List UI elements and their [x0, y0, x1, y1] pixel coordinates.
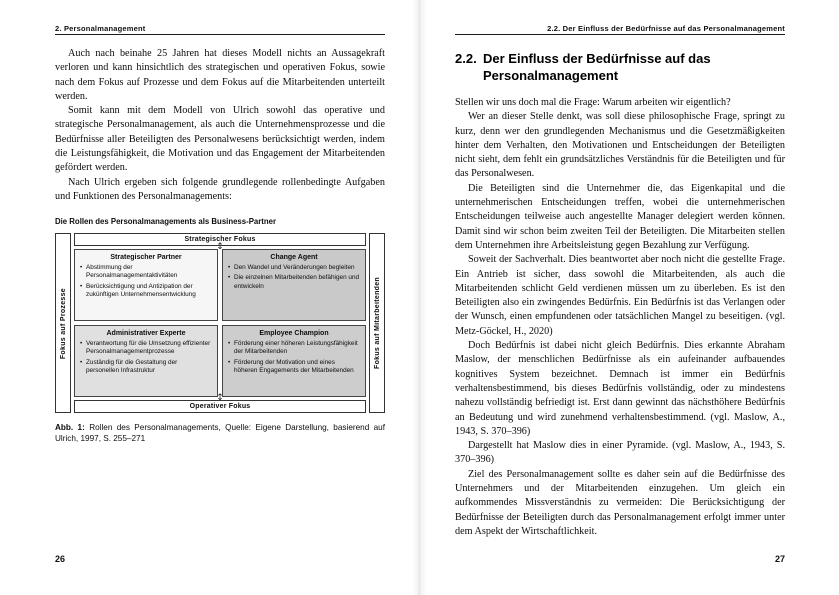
- quadrant-bullets: [228, 340, 360, 375]
- quadrant-strategischer-partner: [74, 249, 218, 321]
- quadrant-grid: [74, 249, 366, 397]
- bullet-item: • Verantwortung für die Umsetzung effizienter Personalmanagementprozesse: [80, 340, 212, 356]
- quadrant-title: Strategischer Partner: [110, 254, 182, 262]
- figure-caption: [55, 422, 385, 444]
- section-heading: [455, 51, 785, 84]
- header-rule-right: [455, 34, 785, 35]
- paragraph: Somit kann mit dem Modell von Ulrich sowohl das operative und strategische Personalmanagement, als auch die Unternehmensprozesse und die Bedürfnisse aller Beteiligten des Personalwesens berücksichtigt werden, indem die Leistungsfähigkeit, die Motivation und das Engagement der Mitarbeitenden gefördert werden.: [55, 105, 385, 174]
- quadrant-employee-champion: [222, 325, 366, 397]
- paragraph: Auch nach beinahe 25 Jahren hat dieses Modell nichts an Aussagekraft verloren und kann hinsichtlich des strategischen und operativen Fokus, sowie nach dem Fokus auf Prozesse und dem Fokus auf die Mitarbeitenden unterteilt werden.: [55, 48, 385, 102]
- bullet-item: • Abstimmung der Personalmanagementaktivitäten: [80, 264, 212, 280]
- quadrant-bullets: [80, 264, 212, 299]
- axis-bar-mitarbeitenden: [369, 233, 385, 413]
- paragraph: Doch Bedürfnis ist dabei nicht gleich Bedürfnis. Dies erkannte Abraham Maslow, der menschlichen Bedürfnisse als ein aufeinander aufbauendes kognitives System bezeichnet. Demnach ist immer ein Bedürfnis verhaltensbestimmend, bis dieses Bedürfnis vollständig, oder zu mindestens nahezu vollständig befriedigt ist. Erst dann gewinnt das nächsthöhere Bedürfnis an Bedeutung und wird zunehmend verhaltensbestimmend. (vgl. Maslow, A., 1943, S. 370–396): [455, 340, 785, 437]
- running-header-right: 2.2. Der Einfluss der Bedürfnisse auf das Personalmanagement: [547, 24, 785, 33]
- bullet-item: • Den Wandel und Veränderungen begleiten: [228, 264, 360, 272]
- bullet-item: • Die einzelnen Mitarbeitenden befähigen und entwickeln: [228, 274, 360, 290]
- axis-label-prozesse: Fokus auf Prozesse: [59, 287, 67, 359]
- quadrant-bullets: [228, 264, 360, 291]
- paragraph: Dargestellt hat Maslow dies in einer Pyramide. (vgl. Maslow, A., 1943, S. 370–396): [455, 440, 785, 466]
- section-title: Der Einfluss der Bedürfnisse auf das Personalmanagement: [483, 51, 711, 83]
- paragraph: Nach Ulrich ergeben sich folgende grundlegende rollenbedingte Aufgaben und Funktionen des Personalmanagements:: [55, 176, 385, 202]
- ulrich-roles-diagram: [55, 233, 385, 413]
- caption-text: Rollen des Personalmanagements, Quelle: Eigene Darstellung, basierend auf Ulrich, 1997, S. 255–271: [55, 423, 385, 444]
- page-number-right: 27: [774, 554, 785, 564]
- right-page-content: [455, 45, 785, 539]
- paragraph: Stellen wir uns doch mal die Frage: Warum arbeiten wir eigentlich?: [455, 97, 731, 108]
- quadrant-administrativer-experte: [74, 325, 218, 397]
- caption-label: Abb. 1:: [55, 423, 85, 433]
- paragraph: Wer an dieser Stelle denkt, was soll diese philosophische Frage, springt zu kurz, denn wer den grundlegenden Mechanismus und die Gesetzmäßigkeiten hinter dem Verhalten, den Motivationen und Entscheidungen der Beteiligten nicht sieht, dem fehlt ein grundsätzliches Verständnis für die Beteiligten und für das Personalwesen.: [455, 111, 785, 180]
- paragraph: Soweit der Sachverhalt. Dies beantwortet aber noch nicht die gestellte Frage. Ein Antrieb ist sicher, dass sowohl die Mitarbeitenden, als auch die Mitarbeitenden schlicht Geld verdienen müssen um zu überleben. Es ist den Beteiligten also ein zwingendes Bedürfnis. Ein Bedürfnis ist das Verlangen oder der Wunsch, einen empfundenen oder tatsächlichen Mangel zu beseitigen. (vgl. Metz-Göckel, H., 2020): [455, 254, 785, 337]
- figure-title: Die Rollen des Personalmanagements als Business-Partner: [55, 217, 276, 227]
- axis-bar-strategischer-fokus: Strategischer Fokus: [74, 233, 366, 246]
- header-rule-left: [55, 34, 385, 35]
- quadrant-change-agent: [222, 249, 366, 321]
- double-arrow-icon: ↕: [216, 242, 224, 253]
- running-header-left: 2. Personalmanagement: [55, 24, 146, 33]
- axis-bar-prozesse: [55, 233, 71, 413]
- axis-label-mitarbeitenden: Fokus auf Mitarbeitenden: [373, 277, 381, 370]
- page-left: [0, 0, 419, 595]
- axis-bar-operativer-fokus: Operativer Fokus: [74, 400, 366, 413]
- quadrant-title: Employee Champion: [259, 330, 329, 338]
- quadrant-bullets: [80, 340, 212, 375]
- quadrant-title: Change Agent: [270, 254, 318, 262]
- left-page-content: [55, 47, 385, 444]
- bullet-item: • Förderung der Motivation und eines höheren Engagements der Mitarbeitenden: [228, 359, 360, 375]
- page-number-left: 26: [55, 554, 66, 564]
- page-right: [420, 0, 839, 595]
- quadrant-title: Administrativer Experte: [106, 330, 186, 338]
- bullet-item: • Förderung einer höheren Leistungsfähigkeit der Mitarbeitenden: [228, 340, 360, 356]
- diagram-center: [74, 233, 366, 413]
- double-arrow-icon: ↕: [216, 393, 224, 404]
- bullet-item: • Zuständig für die Gestaltung der personellen Infrastruktur: [80, 359, 212, 375]
- section-number: 2.2.: [455, 51, 477, 66]
- paragraph: Die Beteiligten sind die Unternehmer die, das Eigenkapital und die unternehmerischen Entscheidungen treffen, wobei die unternehmerischen Entscheidungen teilweise auch angestellte Manager delegiert werden können. Damit sind wir schon beim zweiten Teil der Beteiligten. Die Mitarbeiten stellen dem Unternehmen ihre Arbeitsleistung gegen Bezahlung zur Verfügung.: [455, 182, 785, 251]
- bullet-item: • Berücksichtigung und Antizipation der zukünftigen Unternehmensentwicklung: [80, 283, 212, 299]
- paragraph: Ziel des Personalmanagement sollte es daher sein auf die Bedürfnisse des Unternehmers und der Mitarbeitenden einzugehen. Um gleich ein aufkommendes Missverständnis zu vermeiden: Die Berücksichtigung der Bedürfnisse der Beteiligten durch das Personalmanagement erfolgt immer unter dem Aspekt der Wirtschaftlichkeit.: [455, 468, 785, 537]
